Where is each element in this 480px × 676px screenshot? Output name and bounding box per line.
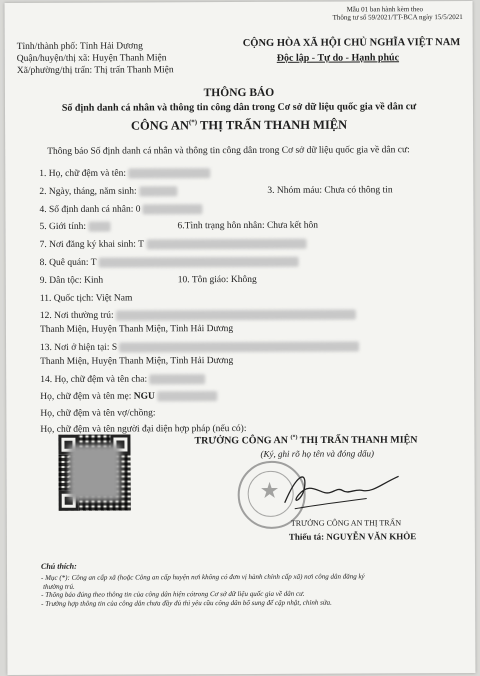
redacted-birthdate (139, 186, 177, 196)
field-birth-registration-label: 7. Nơi đăng ký khai sinh: (39, 239, 136, 251)
redacted-gender (88, 222, 110, 232)
sign-instruction: (Ký, ghi rõ họ tên và đóng dấu) (260, 448, 375, 459)
field-marital-status: 6.Tình trạng hôn nhân: Chưa kết hôn (177, 220, 319, 232)
field-mother (40, 391, 217, 402)
field-legal-rep: Họ, chữ đệm và tên người đại diện hợp pháp (nếu có): (40, 423, 247, 435)
seal-star-icon: ★ (259, 477, 280, 503)
field-blood-type: 3. Nhóm máu: Chưa có thông tin (267, 185, 393, 196)
field-permanent-address (40, 309, 356, 321)
note-3: - Trường hợp thông tin của công dân chưa đầy đủ thì yêu cầu công dân bổ sung để cập nhật, chỉnh sửa. (41, 598, 332, 608)
field-full-name (39, 168, 210, 179)
note-2: - Thông báo đúng theo thông tin của công dân hiện cótrong Cơ sở dữ liệu quốc gia về dân cư. (41, 589, 305, 599)
field-hometown (40, 257, 299, 268)
form-reference (333, 5, 463, 22)
document-title: THÔNG BÁO (203, 86, 275, 100)
field-spouse: Họ, chữ đệm và tên vợ/chồng: (40, 408, 156, 419)
field-current-address (40, 341, 360, 353)
field-birth-registration (40, 239, 307, 250)
field-father-label: 14. Họ, chữ đệm và tên cha: (40, 374, 148, 386)
issuing-office (5, 117, 473, 134)
signer-title-suffix: THỊ TRẤN THANH MIỆN (297, 434, 418, 447)
redacted-id-number (143, 204, 203, 214)
admin-province: Tỉnh/thành phố: Tỉnh Hải Dương (16, 41, 143, 52)
field-father (40, 374, 205, 385)
field-ethnicity: 9. Dân tộc: Kinh (39, 275, 104, 286)
admin-header (17, 40, 174, 77)
handwritten-signature (277, 464, 407, 515)
document-subtitle: Số định danh cá nhân và thông tin công dân trong Cơ sở dữ liệu quốc gia về dân cư (61, 101, 417, 114)
nation-motto: Độc lập - Tự do - Hạnh phúc (276, 52, 400, 64)
form-ref-line1: Mẫu 01 ban hành kèm theo (346, 5, 423, 14)
field-religion: 10. Tôn giáo: Không (177, 274, 257, 286)
form-ref-line2: Thông tư số 59/2021/TT-BCA ngày 15/5/2021 (332, 13, 463, 22)
redacted-qr (68, 445, 120, 501)
signer-name: Thiếu tá: NGUYỄN VĂN KHỎE (288, 531, 417, 542)
signer-role: TRƯỞNG CÔNG AN THỊ TRẤN (290, 518, 402, 528)
intro-text: Thông báo Số định danh cá nhân và thông tin công dân trong Cơ sở dữ liệu quốc gia về dân cư: (47, 145, 410, 157)
field-current-address-cont: Thanh Miện, Huyện Thanh Miện, Tỉnh Hải Dương (40, 356, 234, 367)
redacted-father (150, 374, 206, 384)
notice-document (5, 1, 476, 675)
office-suffix: THỊ TRẤN THANH MIỆN (197, 117, 348, 133)
redacted-hometown (99, 257, 299, 268)
field-current-address-label: 13. Nơi ở hiện tại: (40, 342, 110, 354)
field-birthdate (39, 186, 177, 197)
note-1: - Mục (*): Công an cấp xã (hoặc Công an cấp huyện nơi không có đơn vị hành chính cấp xã) nơi công dân đăng ký (41, 572, 365, 582)
field-birth-registration-partial: T (138, 239, 144, 250)
field-hometown-partial: T (90, 257, 97, 268)
field-gender-label: 5. Giới tính: (39, 221, 87, 233)
field-permanent-address-cont: Thanh Miện, Huyện Thanh Miện, Tỉnh Hải Dương (39, 324, 234, 335)
signer-title-mark: (*) (290, 434, 298, 441)
admin-district: Quận/huyện/thị xã: Huyện Thanh Miện (16, 53, 167, 64)
field-id-number (39, 204, 202, 215)
field-mother-partial: NGU (133, 391, 155, 402)
signer-title-prefix: TRƯỞNG CÔNG AN (194, 435, 289, 447)
notes-list (41, 572, 365, 607)
admin-commune: Xã/phường/thị trấn: Thị trấn Thanh Miện (16, 65, 174, 76)
redacted-permanent-address (116, 309, 356, 320)
signer-title (194, 434, 417, 446)
redacted-current-address (119, 341, 359, 352)
office-mark: (*) (188, 118, 198, 127)
redacted-birth-registration (146, 239, 306, 250)
field-nationality: 11. Quốc tịch: Việt Nam (39, 293, 133, 304)
field-birthdate-label: 2. Ngày, tháng, năm sinh: (39, 186, 137, 198)
field-hometown-label: 8. Quê quán: (39, 257, 89, 269)
note-1-cont: thường trú. (43, 582, 75, 591)
field-id-number-partial: 0 (135, 204, 141, 215)
field-full-name-label: 1. Họ, chữ đệm và tên: (39, 168, 126, 180)
office-prefix: CÔNG AN (130, 118, 189, 133)
qr-code (58, 434, 130, 510)
nation-name: CỘNG HÒA XÃ HỘI CHỦ NGHĨA VIỆT NAM (242, 37, 461, 49)
redacted-name (128, 168, 210, 178)
field-mother-label: Họ, chữ đệm và tên mẹ: (40, 391, 132, 403)
notes-heading: Chú thích: (40, 561, 77, 571)
field-id-number-label: 4. Số định danh cá nhân: (39, 204, 134, 216)
redacted-mother (157, 391, 217, 401)
field-gender (39, 222, 110, 232)
field-permanent-address-label: 12. Nơi thường trú: (39, 310, 114, 322)
field-current-address-partial: S (111, 342, 118, 353)
